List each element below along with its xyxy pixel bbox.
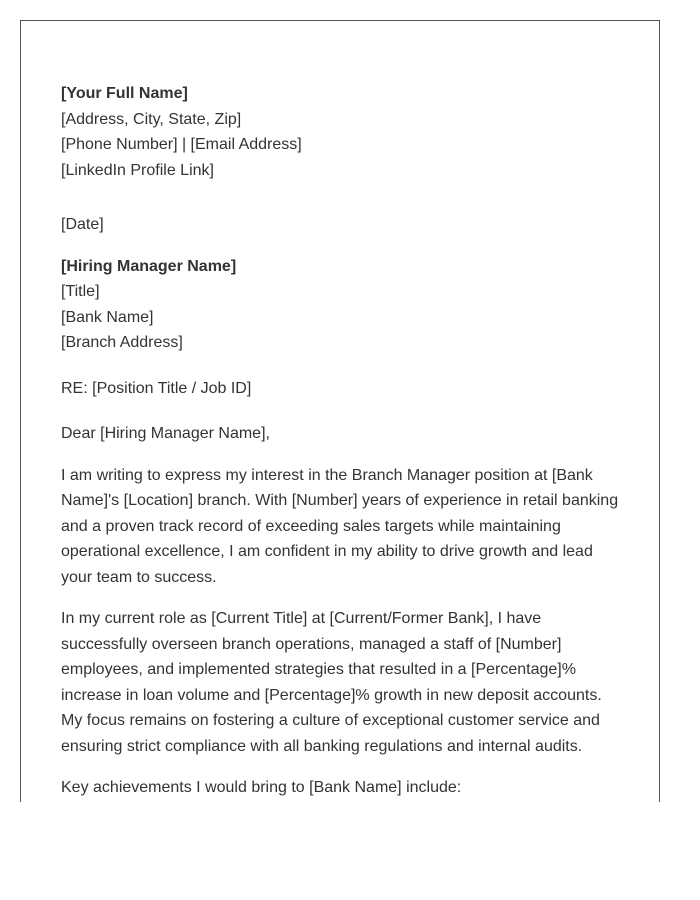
recipient-name: [Hiring Manager Name] (61, 257, 237, 275)
recipient-bank: [Bank Name] (61, 308, 154, 326)
salutation-block (61, 421, 626, 447)
body-paragraph-1: I am writing to express my interest in the Branch Manager position at [Bank Name]'s [Location] branch. With [Number] years of experience in retail banking and a proven track record of exceeding sales targets while maintaining operational excellence, I am confident in my ability to drive growth and lead your team to success. (61, 466, 619, 586)
recipient-address: [Branch Address] (61, 334, 183, 351)
sender-contact: [Phone Number] | [Email Address] (61, 136, 302, 153)
date-block (61, 212, 626, 238)
letter-content (61, 81, 626, 801)
body-paragraph-3: Key achievements I would bring to [Bank Name] include: (61, 779, 462, 796)
re-block (61, 376, 626, 402)
recipient-title: [Title] (61, 283, 100, 300)
salutation: Dear [Hiring Manager Name], (61, 425, 270, 442)
sender-block (61, 81, 626, 183)
recipient-block (61, 254, 626, 356)
letter-page (20, 20, 660, 802)
sender-linkedin: [LinkedIn Profile Link] (61, 161, 214, 179)
re-line: RE: [Position Title / Job ID] (61, 379, 252, 397)
sender-address: [Address, City, State, Zip] (61, 110, 242, 128)
body-paragraph-2: In my current role as [Current Title] at [Current/Former Bank], I have successfully overseen branch operations, managed a staff of [Number] employees, and implemented strategies that resulted in a [Percentage]% increase in loan volume and [Percentage]% growth in new deposit accounts. My focus remains on fostering a culture of exceptional customer service and ensuring strict compliance with all banking regulations and internal audits. (61, 610, 602, 755)
sender-name: [Your Full Name] (61, 85, 188, 102)
letter-date: [Date] (61, 216, 104, 233)
